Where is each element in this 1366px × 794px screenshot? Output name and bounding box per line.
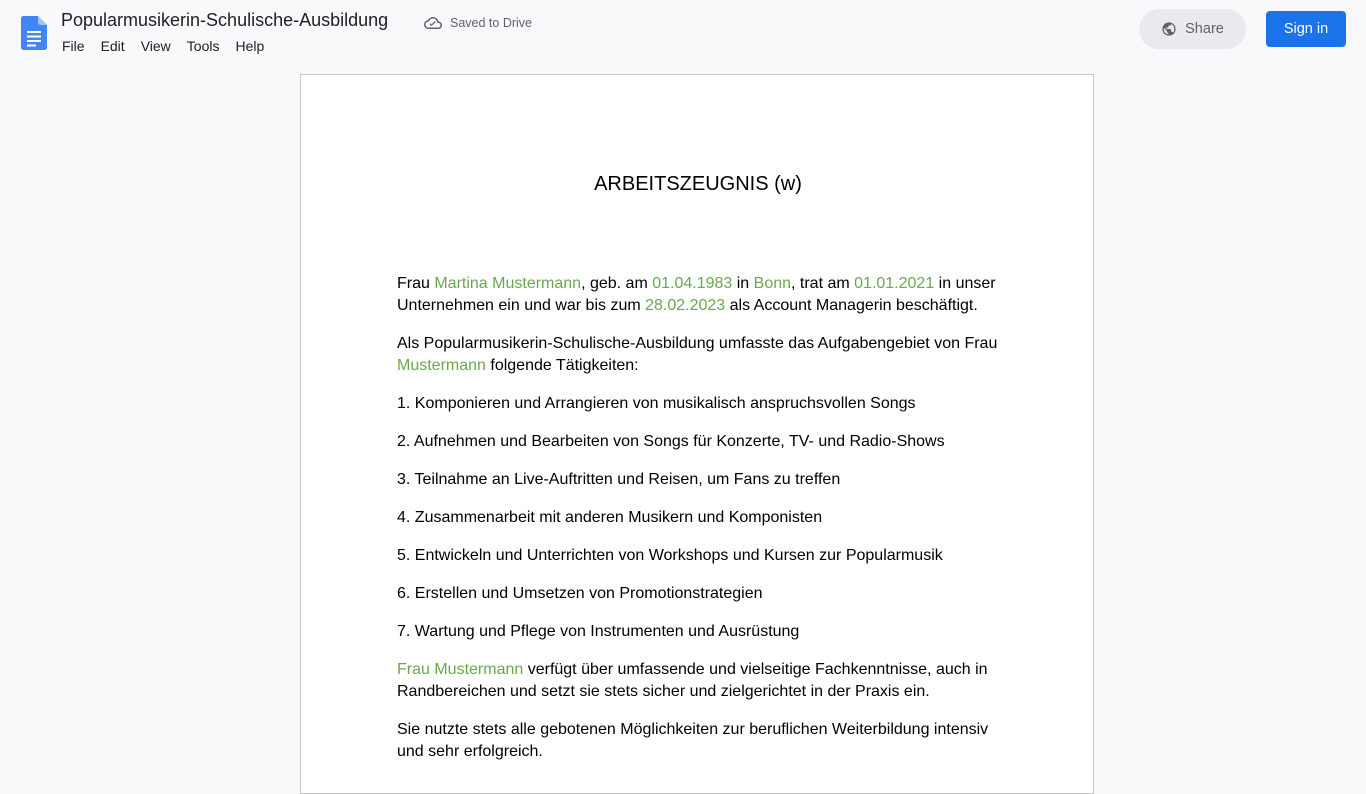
menu-view[interactable]: View [140,38,171,54]
text-run: , geb. am [581,275,653,292]
menu-tools[interactable]: Tools [186,38,220,54]
paragraph-tasks-intro [397,333,1007,377]
employee-surname: Mustermann [397,357,486,374]
share-label: Share [1185,21,1224,37]
birth-city: Bonn [753,275,792,292]
text-run: in unser Unternehmen ein und war bis zum [397,275,996,314]
menu-bar [62,37,280,57]
start-date: 01.01.2021 [854,275,935,292]
text-run: Als Popularmusikerin-Schulische-Ausbildung umfasste das Aufgabengebiet von Frau [397,335,998,352]
birth-date: 01.04.1983 [652,275,733,292]
end-date: 28.02.2023 [645,297,726,314]
share-button[interactable] [1139,9,1246,49]
task-item: 3. Teilnahme an Live-Auftritten und Reisen, um Fans zu treffen [397,471,841,488]
google-docs-icon[interactable] [21,16,47,50]
text-run: , trat am [791,275,855,292]
text-run: als Account Managerin beschäftigt. [725,297,978,314]
cloud-done-icon [424,16,442,30]
employee-name: Martina Mustermann [434,275,582,292]
globe-icon [1161,21,1177,37]
top-bar [0,0,1366,64]
document-page[interactable] [300,74,1094,794]
task-item: 1. Komponieren und Arrangieren von musikalisch anspruchsvollen Songs [397,395,916,412]
employee-full-reference: Frau Mustermann [397,661,524,678]
task-item: 6. Erstellen und Umsetzen von Promotionstrategien [397,585,763,602]
document-heading: ARBEITSZEUGNIS (w) [594,173,802,195]
save-status[interactable] [424,14,532,32]
text-run: folgende Tätigkeiten: [485,357,639,374]
paragraph-training: Sie nutzte stets alle gebotenen Möglichkeiten zur beruflichen Weiterbildung intensiv und sehr erfolgreich. [397,721,989,760]
menu-file[interactable]: File [62,38,85,54]
task-item: 4. Zusammenarbeit mit anderen Musikern und Komponisten [397,509,823,526]
task-item: 5. Entwickeln und Unterrichten von Workshops und Kursen zur Popularmusik [397,547,943,564]
save-status-label: Saved to Drive [450,16,532,30]
document-body [397,273,1007,779]
sign-in-button[interactable]: Sign in [1266,11,1346,47]
text-run: verfügt über umfassende und vielseitige Fachkenntnisse, auch in Randbereichen und setzt sie stets sicher und zielgerichtet in der Praxis ein. [397,661,988,700]
text-run: in [732,275,754,292]
paragraph-expertise [397,659,1007,703]
task-item: 2. Aufnehmen und Bearbeiten von Songs für Konzerte, TV- und Radio-Shows [397,433,945,450]
text-run: Frau [397,275,435,292]
menu-help[interactable]: Help [235,38,265,54]
paragraph-intro [397,273,1007,317]
task-item: 7. Wartung und Pflege von Instrumenten und Ausrüstung [397,623,800,640]
menu-edit[interactable]: Edit [100,38,125,54]
document-title[interactable]: Popularmusikerin-Schulische-Ausbildung [61,10,389,30]
